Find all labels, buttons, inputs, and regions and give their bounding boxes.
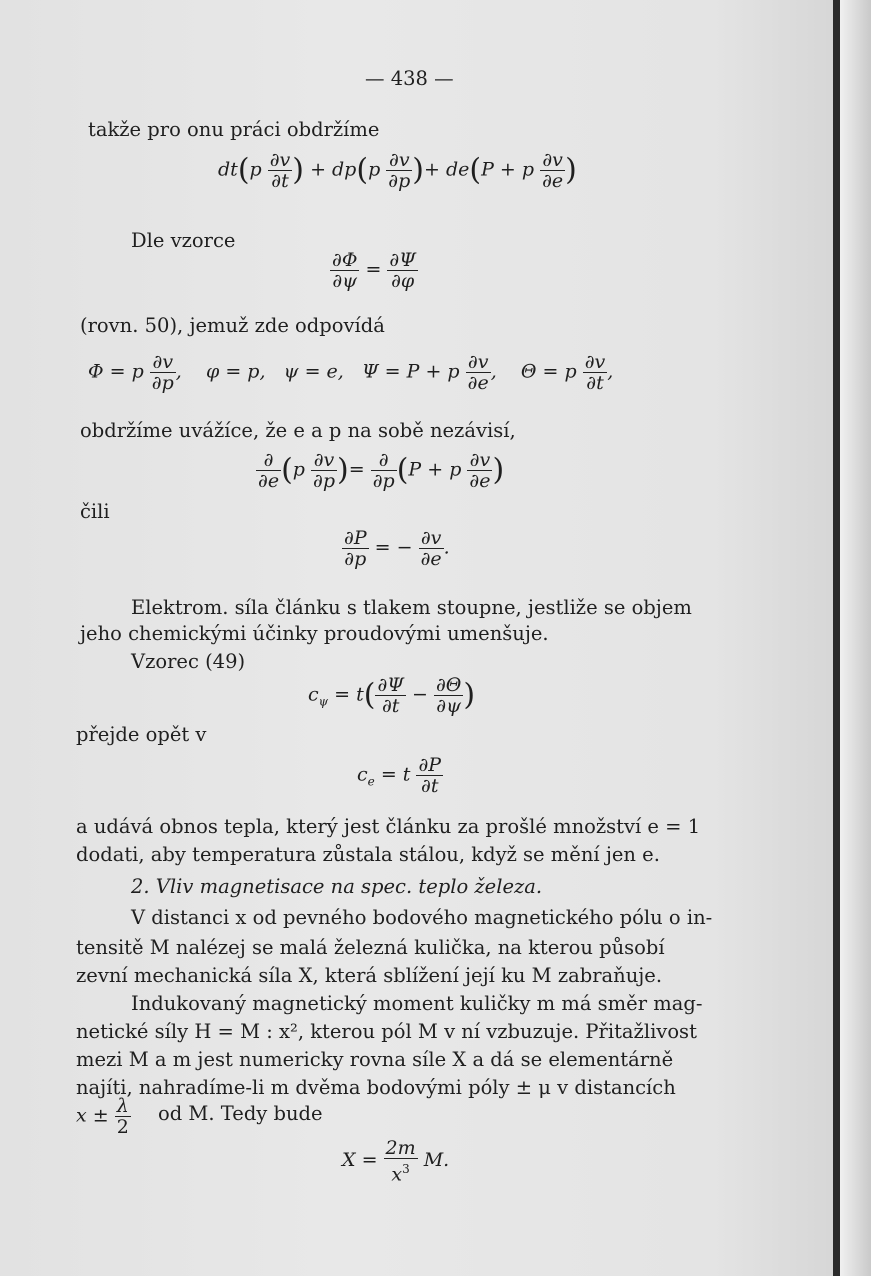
text-line-16: Indukovaný magnetický moment kuličky m má směr mag- <box>131 992 703 1015</box>
text-line-3: (rovn. 50), jemuž zde odpovídá <box>80 314 385 337</box>
text-line-4: obdržíme uvážíce, že e a p na sobě nezávisí, <box>80 419 516 442</box>
text-line-11: dodati, aby temperatura zůstala stálou, když se mění jen e. <box>76 843 660 866</box>
section-heading: 2. Vliv magnetisace na spec. teplo železa. <box>131 875 543 898</box>
expression-x-plus-minus-lambda: x ± $\frac{\lambda}{2}$ <box>76 1095 129 1138</box>
equation-c-e: $c_e = t$ $\frac{\partial P}{\partial t}$ <box>357 754 442 797</box>
text-line-17: netické síly H = M : x², kterou pól M v ní vzbuzuje. Přitažlivost <box>76 1020 697 1043</box>
page-edge-shadow <box>833 0 840 1276</box>
text-line-10: a udává obnos tepla, který jest článku za prošlé množství e = 1 <box>76 815 701 838</box>
equation-work: dt(p $\frac{\partial v}{\partial t}$ ) + dp(p $\frac{\partial v}{\partial p}$ )+ de(P + p $\frac{\partial v}{\partial e}$ ) <box>218 149 577 192</box>
text-line-19: najíti, nahradíme-li m dvěma bodovými póly ± μ v distancích <box>76 1076 676 1099</box>
text-line-6: Elektrom. síla článku s tlakem stoupne, jestliže se objem <box>131 596 692 619</box>
text-line-5: čili <box>80 500 110 523</box>
text-line-9: přejde opět v <box>76 723 207 746</box>
next-page-edge <box>840 0 871 1276</box>
text-line-18: mezi M a m jest numericky rovna síle X a dá se elementárně <box>76 1048 674 1071</box>
text-line-13: V distanci x od pevného bodového magnetického pólu o in- <box>131 906 713 929</box>
equation-mixed-derivative: $\frac{\partial}{\partial e}$ (p $\frac{\partial v}{\partial p}$ )= $\frac{\partial}{\partial p}$ (P + p $\frac{\partial v}{\partial e}$ ) <box>258 449 505 492</box>
equation-dP-dp: $\frac{\partial P}{\partial p}$ = − $\frac{\partial v}{\partial e}$ . <box>344 527 450 570</box>
equation-force-X: X = $\frac{2m}{x^3}$ M. <box>342 1137 450 1186</box>
text-line-1: takže pro onu práci obdržíme <box>88 118 380 141</box>
text-line-7: jeho chemickými účinky proudovými umenšuje. <box>80 622 549 645</box>
equation-correspondence: Φ = p $\frac{\partial v}{\partial p}$ , φ = p, ψ = e, Ψ = P + p $\frac{\partial v}{\partial e}$ , Θ = p $\frac{\partial v}{\partial t}$ , <box>88 351 614 394</box>
equation-c-psi: $c_\psi = t$( $\frac{\partial\Psi}{\partial t}$ − $\frac{\partial\Theta}{\partial\psi}$ ) <box>308 674 476 717</box>
page-number: — 438 — <box>365 67 454 90</box>
text-line-8: Vzorec (49) <box>131 650 246 673</box>
text-line-14: tensitě M nalézej se malá železná kulička, na kterou působí <box>76 936 665 959</box>
equation-maxwell: $\frac{\partial\Phi}{\partial\psi}$ = $\frac{\partial\Psi}{\partial\varphi}$ <box>332 249 416 292</box>
text-line-20: od M. Tedy bude <box>158 1102 323 1125</box>
text-line-15: zevní mechanická síla X, která sblížení její ku M zabraňuje. <box>76 964 663 987</box>
text-line-2: Dle vzorce <box>131 229 236 252</box>
